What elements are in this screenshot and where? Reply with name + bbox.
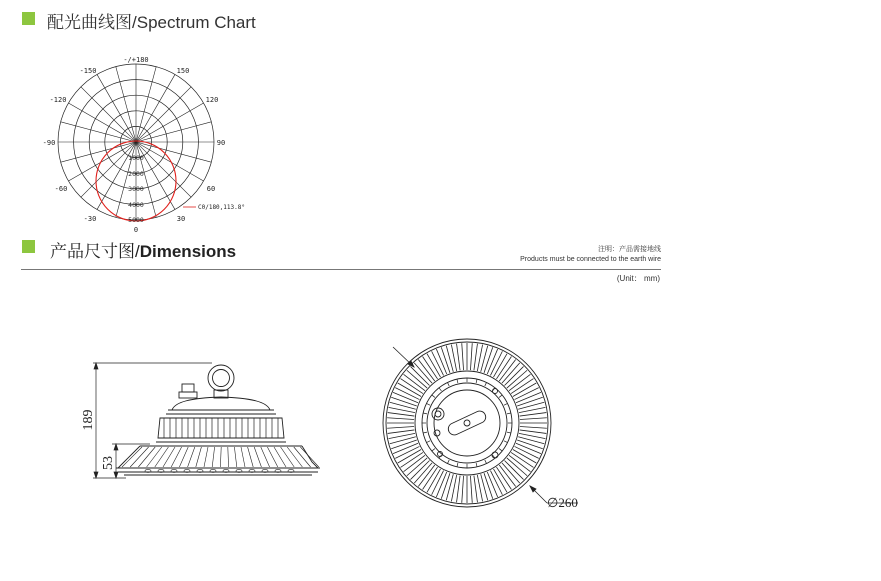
radial-fin xyxy=(388,413,415,417)
radial-fin xyxy=(393,392,418,402)
angle-label-n120: -120 xyxy=(49,96,67,104)
driver-plate xyxy=(434,390,500,456)
radial-fin xyxy=(436,472,446,497)
dimensions-title-en: Dimensions xyxy=(139,242,237,261)
dimensions-title-sep: / xyxy=(135,242,140,261)
housing-notch xyxy=(432,449,435,451)
fin-ring-inner xyxy=(415,371,519,475)
radial-fin xyxy=(457,344,461,371)
housing-notch xyxy=(426,403,430,405)
angle-label-p90: 90 xyxy=(216,139,226,147)
radial-fin xyxy=(462,343,464,370)
radial-fin xyxy=(520,418,547,420)
angle-label-n60: -60 xyxy=(54,185,68,193)
housing-notch xyxy=(499,395,502,397)
radial-fin xyxy=(393,443,418,453)
angle-label-zero: 0 xyxy=(133,226,139,234)
housing-notch xyxy=(476,379,477,383)
radial-label-4000: 4000 xyxy=(128,201,144,209)
hook-bar xyxy=(446,409,487,437)
radial-fin xyxy=(457,476,461,503)
housing-notch xyxy=(499,449,502,451)
radial-fin xyxy=(516,443,541,453)
screw-3 xyxy=(493,389,498,394)
radial-fin xyxy=(387,426,414,428)
radial-fin xyxy=(391,440,417,449)
radial-label-2000: 2000 xyxy=(128,170,144,178)
radial-fin xyxy=(391,397,417,406)
housing-notch xyxy=(457,463,458,467)
dim-label-189: 189 xyxy=(81,409,96,431)
housing-notches xyxy=(422,378,512,468)
dim-label-53: 53 xyxy=(101,456,116,470)
radial-label-1000: 1000 xyxy=(128,154,144,162)
radial-fin xyxy=(474,344,478,371)
earth-wire-note-cn: 注明：产品需接地线 xyxy=(598,246,661,253)
radial-fin xyxy=(436,349,446,374)
housing-notch xyxy=(439,388,441,391)
angle-label-p60: 60 xyxy=(206,185,216,193)
radial-fin xyxy=(462,476,464,503)
unit-note: (Unit： mm) xyxy=(616,274,660,283)
housing-notch xyxy=(485,382,487,386)
angle-label-n30: -30 xyxy=(83,215,97,223)
radial-fin xyxy=(516,392,541,402)
radial-fin xyxy=(520,430,547,434)
angle-label-p150: 150 xyxy=(176,67,190,75)
gland-top-inner xyxy=(435,411,441,417)
housing-notch xyxy=(504,441,508,443)
radial-fin xyxy=(387,418,414,420)
housing-notch xyxy=(485,460,487,464)
screw-1 xyxy=(434,430,440,436)
housing-notch xyxy=(457,379,458,383)
radial-fin xyxy=(388,430,415,434)
radial-fin xyxy=(441,347,450,373)
radial-fin xyxy=(441,473,450,499)
radial-fin xyxy=(470,343,472,370)
housing-notch xyxy=(426,441,430,443)
radial-fin xyxy=(517,397,543,406)
radial-fin xyxy=(474,476,478,503)
housing-notch xyxy=(507,432,511,433)
curve-label: C0/180,113.8° xyxy=(198,204,245,211)
dimensions-title-cn: 产品尺寸图 xyxy=(50,242,135,261)
radial-fin xyxy=(520,413,547,417)
radial-fin xyxy=(487,349,497,374)
housing-outer xyxy=(422,378,512,468)
gland-top xyxy=(432,408,444,420)
radial-fin xyxy=(520,426,547,428)
angle-label-n150: -150 xyxy=(79,67,97,75)
angle-label-top: -/+180 xyxy=(123,56,149,64)
spectrum-title-en: Spectrum Chart xyxy=(136,13,256,32)
radial-label-5000: 5000 xyxy=(128,216,144,224)
radial-fin xyxy=(470,476,472,503)
housing-ring xyxy=(427,383,507,463)
radial-fin xyxy=(484,347,493,373)
angle-label-n90: -90 xyxy=(42,139,56,147)
angle-label-p30: 30 xyxy=(176,215,186,223)
housing-notch xyxy=(447,382,449,386)
housing-notch xyxy=(476,463,477,467)
radial-fins xyxy=(387,343,547,503)
radial-fin xyxy=(487,472,497,497)
housing-notch xyxy=(432,395,435,397)
spectrum-title-sep: / xyxy=(132,13,137,32)
earth-wire-note-en: Products must be connected to the earth wire xyxy=(520,256,661,263)
hook-center xyxy=(464,420,470,426)
housing-notch xyxy=(447,460,449,464)
radial-label-3000: 3000 xyxy=(128,185,144,193)
housing-notch xyxy=(507,413,511,414)
spectrum-title-cn: 配光曲线图 xyxy=(47,13,132,32)
angle-label-p120: 120 xyxy=(205,96,219,104)
housing-notch xyxy=(504,403,508,405)
housing-notch xyxy=(423,432,427,433)
radial-fin xyxy=(517,440,543,449)
housing-notch xyxy=(423,413,427,414)
radial-fin xyxy=(484,473,493,499)
diameter-label: ∅260 xyxy=(547,495,578,510)
